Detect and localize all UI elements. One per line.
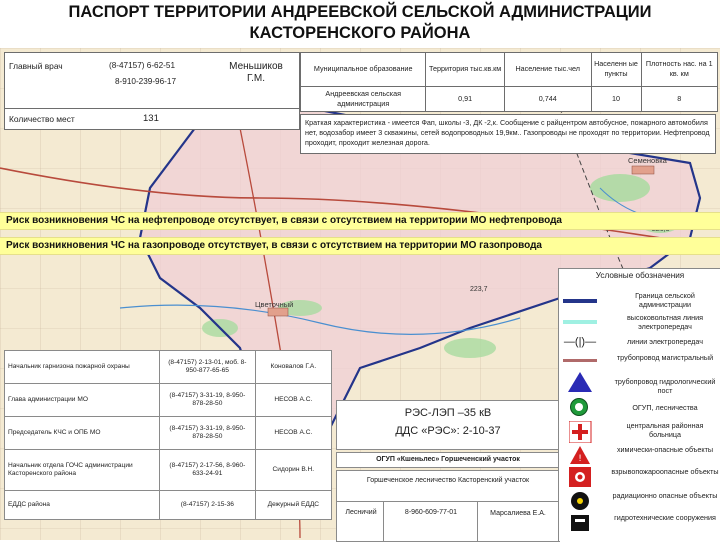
gas-pipeline-warning: Риск возникновения ЧС на газопроводе отсутствует, в связи с отсутствием на территории МО газопровода (0, 237, 720, 255)
stats-data-row (301, 86, 718, 111)
legend-label: взрывопожароопасные объекты (611, 467, 719, 476)
res-info-box (336, 400, 560, 450)
hydro-structure-icon (569, 513, 603, 533)
contact-name: Коновалов Г.А. (255, 351, 331, 384)
contact-row (5, 351, 332, 384)
legend-label: линии электропередач (627, 337, 703, 346)
places-value: 131 (143, 113, 159, 124)
legend-label: радиационно опасные объекты (612, 491, 718, 500)
stats-settlements: 10 (591, 86, 641, 111)
contact-row (5, 491, 332, 520)
stats-table (300, 52, 718, 112)
stats-header-row (301, 53, 718, 87)
contact-phone: (8-47157) 3-31-19, 8-950-878-28-50 (160, 384, 256, 417)
doctor-label: Главный врач (9, 61, 63, 71)
forester-name: Марсалиева Е.А. (490, 510, 546, 517)
res-line-2: ДДС «РЭС»: 2-10-37 (395, 425, 501, 437)
forestry-title: Горшеченское лесничество Касторенский участок (366, 477, 530, 484)
territory-description: Краткая характеристика - имеется Фап, школы -3, ДК -2,к. Сообщение с райцентром автобусное, пожарного автомобиля нет, водозабор имеет 3 скважины, сетей водопроводных 19,9км.. Газопроводы не проходят по территории. Нефтепровод проходит, проходит железная дорога. (300, 114, 716, 154)
head-doctor-box (4, 52, 300, 130)
fire-hazard-icon (569, 467, 603, 487)
contact-role: Начальник отдела ГОЧС администрации Касторенского района (5, 450, 160, 491)
stats-header-settlements: Населенн ые пункты (591, 53, 641, 87)
stats-header-density: Плотность нас. на 1 кв. км (641, 53, 718, 87)
legend-label: Граница сельской администрации (635, 291, 695, 309)
contact-role: Председатель КЧС и ОПБ МО (5, 417, 160, 450)
hydro-post-triangle-icon (567, 371, 601, 393)
contact-role: Глава администрации МО (5, 384, 160, 417)
title-line-1: ПАСПОРТ ТЕРРИТОРИИ АНДРЕЕВСКОЙ СЕЛЬСКОЙ АДМИНИСТРАЦИИ (68, 3, 652, 21)
res-line-1: РЭС-ЛЭП –35 кВ (404, 407, 492, 419)
contact-row (5, 384, 332, 417)
hospital-cross-icon (569, 421, 603, 443)
doctor-phone-1: (8-47157) 6-62-51 (109, 61, 175, 70)
places-label: Количество мест (9, 114, 75, 124)
svg-text:!: ! (578, 454, 582, 464)
radiation-hazard-icon (569, 491, 603, 511)
contact-phone: (8-47157) 3-31-19, 8-950-878-28-50 (160, 417, 256, 450)
forester-role: Лесничий (345, 509, 377, 516)
map-label-semenovka: Семеновка (628, 156, 667, 165)
boundary-line-icon (563, 299, 597, 303)
legend-label: трубопровод гидрологический пост (614, 377, 716, 395)
contact-row (5, 417, 332, 450)
stats-density: 8 (641, 86, 718, 111)
stats-territory: 0,91 (426, 86, 505, 111)
legend-label: ОГУП, лесничества (632, 403, 698, 412)
stats-population: 0,744 (504, 86, 591, 111)
legend-label: химически-опасные объекты (616, 445, 714, 454)
stats-header-population: Население тыс.чел (504, 53, 591, 87)
forestry-box (336, 470, 560, 542)
legend-label: гидротехнические сооружения (614, 513, 716, 522)
power-line-symbol-icon: —(|)— (563, 336, 597, 348)
stats-header-territory: Территория тыс.кв.км (426, 53, 505, 87)
contact-phone: (8-47157) 2-15-36 (160, 491, 256, 520)
pipeline-main-icon (563, 359, 597, 362)
page-title (0, 2, 720, 44)
contact-role: ЕДДС района (5, 491, 160, 520)
chemical-hazard-icon (569, 445, 603, 465)
legend-title: Условные обозначения (595, 271, 685, 280)
power-line-icon (563, 320, 597, 324)
stats-municipality: Андреевская сельская администрация (301, 86, 426, 111)
contact-row (5, 450, 332, 491)
ogup-title: ОГУП «Кшеньлес» Горшеченский участок (336, 452, 560, 468)
contact-phone: (8-47157) 2-13-01, моб. 8-950-877-65-65 (160, 351, 256, 384)
legend-panel (558, 268, 720, 541)
map-height-2: 223,7 (470, 286, 488, 293)
legend-label: центральная районная больница (626, 421, 704, 439)
legend-label: высоковольтная линия электропередач (626, 313, 704, 331)
contact-name: Дежурный ЕДДС (255, 491, 331, 520)
stats-header-municipality: Муниципальное образование (301, 53, 426, 87)
contact-name: Сидорин В.Н. (255, 450, 331, 491)
doctor-name: Меньшиков Г.М. (229, 61, 283, 84)
doctor-phone-2: 8-910-239-96-17 (115, 77, 176, 86)
title-line-2: КАСТОРЕНСКОГО РАЙОНА (249, 24, 471, 42)
map-label-tsvetochny: Цветочный (255, 300, 294, 309)
oil-pipeline-warning: Риск возникновения ЧС на нефтепроводе отсутствует, в связи с отсутствием на территории МО нефтепровода (0, 212, 720, 230)
contacts-table (4, 350, 332, 520)
forestry-circle-icon (569, 397, 603, 417)
legend-label: трубопровод магистральный (616, 353, 714, 362)
contact-name: НЕСОВ А.С. (255, 384, 331, 417)
forester-phone: 8-960-609-77-01 (404, 509, 458, 516)
contact-role: Начальник гарнизона пожарной охраны (5, 351, 160, 384)
contact-name: НЕСОВ А.С. (255, 417, 331, 450)
contact-phone: (8-47157) 2-17-56, 8-960-633-24-91 (160, 450, 256, 491)
